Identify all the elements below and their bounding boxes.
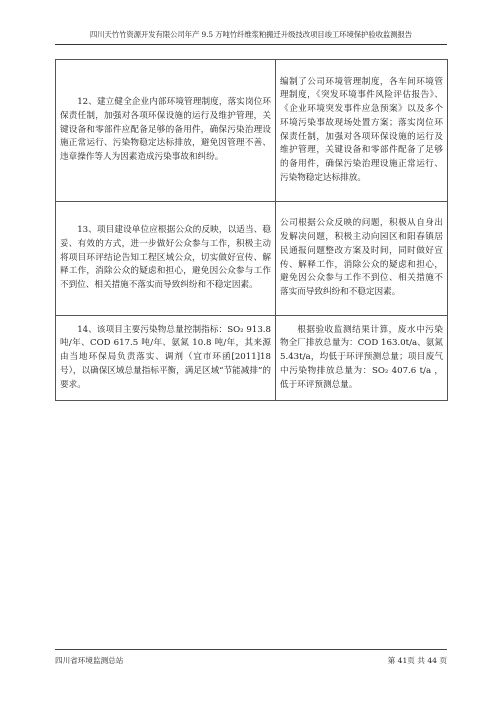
- requirement-cell: [56, 316, 276, 401]
- implementation-cell: [276, 60, 448, 202]
- footer-organization: 四川省环境监测总站: [55, 656, 124, 665]
- header-divider: [55, 44, 447, 45]
- table-row: [56, 60, 448, 202]
- table-row: [56, 202, 448, 316]
- current-page: 第 41页: [387, 656, 415, 665]
- implementation-text: 公司根据公众反映的问题，积极从自身出发解决问题，积极主动向园区和阳春镇居民通报问题整改方案及时间，同时做好宣传、解释工作，消除公众的疑虑和担心，避免因公众参与工作不到位、相关措施不落实而导致纠纷和不稳定因素。: [280, 218, 443, 297]
- requirement-text: 12、建立健全企业内部环境管理制度，落实岗位环保责任制，加强对各项环保设施的运行及维护管理，关键设备和零部件应配备足够的备用件，确保污染治理设施正常运行、污染物稳定达标排放，避免因管理不善、违章操作等人为因素造成污染事故和纠纷。: [60, 97, 271, 163]
- implementation-cell: [276, 316, 448, 401]
- footer-divider: [55, 649, 447, 650]
- requirement-cell: [56, 60, 276, 202]
- implementation-text: 根据验收监测结果计算，废水中污染物全厂排放总量为：COD 163.0t/a、氨氮 5.43t/a，均低于环评预测总量；项目废气中污染物排放总量为：SO₂ 407.6 t/a ，低于环评预测总量。: [280, 324, 443, 390]
- acceptance-table: [55, 59, 448, 401]
- page-number: [388, 655, 447, 666]
- requirement-text: 14、该项目主要污染物总量控制指标：SO₂ 913.8 吨/年、COD 617.5 吨/年、氨氮 10.8 吨/年，其来源由当地环保局负责落实、调剂（宜市环函[2011]18 号），以确保区域总量指标平衡，满足区域“节能减排”的要求。: [60, 324, 271, 390]
- total-pages: 共 44 页: [417, 656, 447, 665]
- implementation-cell: [276, 202, 448, 316]
- table-row: [56, 316, 448, 401]
- report-header-title: 四川天竹竹资源开发有限公司年产 9.5 万吨竹纤维浆粕搬迁升级技改项目竣工环境保护验收监测报告: [89, 30, 413, 39]
- requirement-text: 13、项目建设单位应根据公众的反映，以适当、稳妥、有效的方式，进一步做好公众参与工作，积极主动将项目环评结论告知工程区域公众，切实做好宣传、解释工作，消除公众的疑虑和担心，避免因公众参与工作不到位、相关措施不落实而导致纠纷和不稳定因素。: [60, 225, 271, 291]
- requirement-cell: [56, 202, 276, 316]
- implementation-text: 编制了公司环境管理制度，各车间环境管理制度，《突发环境事件风险评估报告》、《企业环境突发事件应急预案》以及多个环境污染事故现场处置方案；落实岗位环保责任制，加强对各项环保设施的运行及维护管理，关键设备和零部件配备了足够的备用件，确保污染治理设施正常运行、污染物稳定达标排放。: [280, 76, 443, 183]
